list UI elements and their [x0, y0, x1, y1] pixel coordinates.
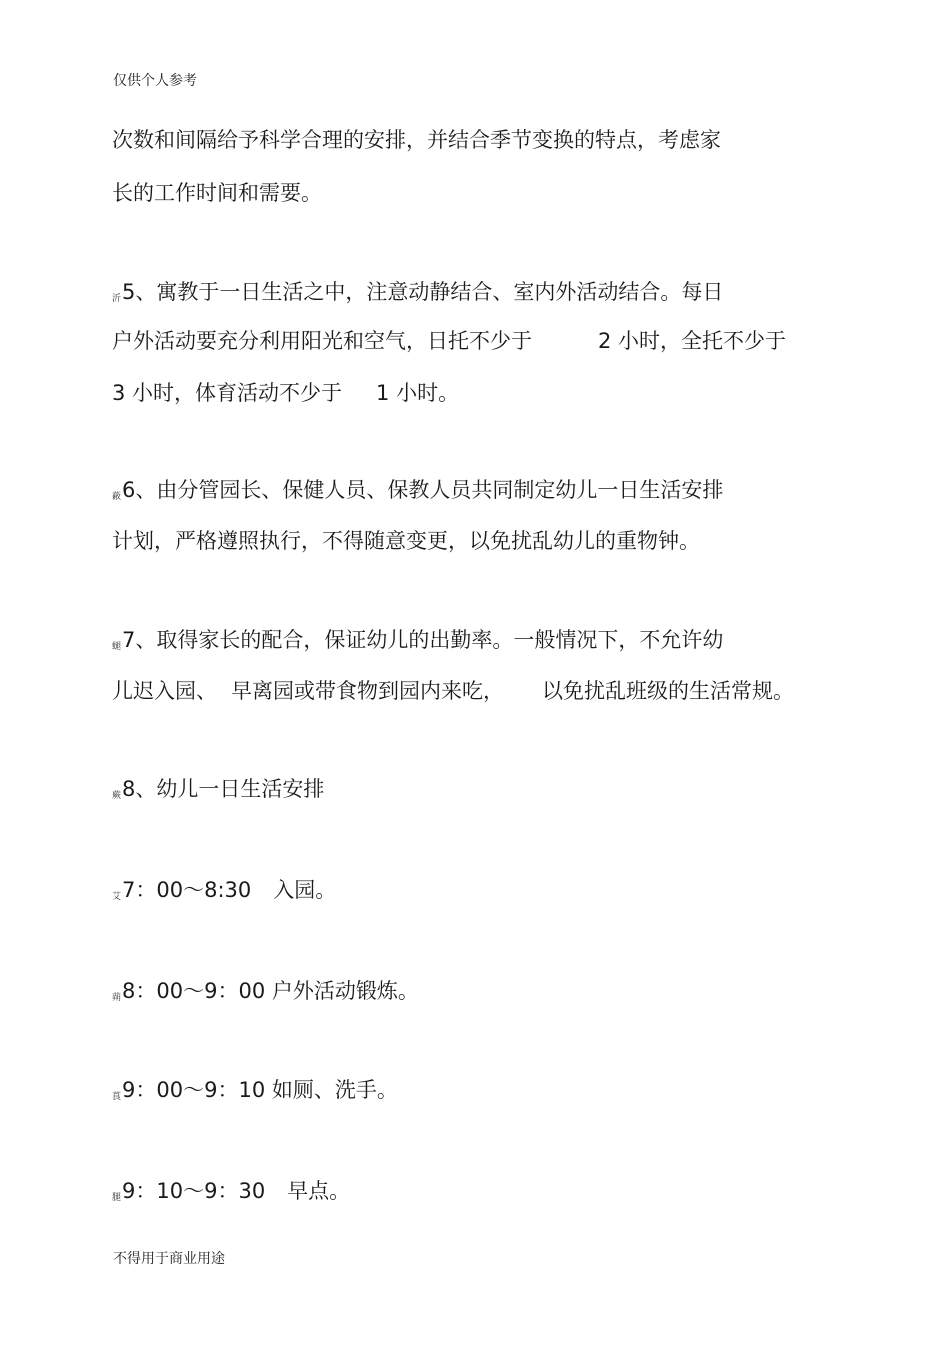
line-text: 1 小时。: [376, 381, 460, 405]
line-text: 入园。: [273, 878, 337, 902]
line-text: 8、幼儿一日生活安排: [122, 777, 325, 801]
text-line: [112, 1178, 350, 1211]
text-line: [112, 627, 723, 660]
text-line: [112, 678, 794, 704]
line-text: 9：10～9：30: [122, 1179, 266, 1203]
text-line: [112, 279, 723, 312]
line-text: 9：00～9：10 如厕、洗手。: [122, 1078, 398, 1102]
line-text: 7：00～8:30: [122, 878, 252, 902]
line-text: 7、取得家长的配合，保证幼儿的出勤率。一般情况下，不允许幼: [122, 628, 724, 652]
margin-mark: 蔽: [112, 492, 122, 502]
text-line: [112, 528, 700, 554]
page-header: 仅供个人参考: [113, 73, 197, 89]
margin-mark: 蒴: [112, 993, 122, 1003]
text-line: [112, 1077, 398, 1110]
line-text: 早点。: [287, 1179, 351, 1203]
text-line: [112, 477, 723, 510]
line-text: 以免扰乱班级的生活常规。: [542, 679, 794, 703]
line-text: 5、寓教于一日生活之中，注意动静结合、室内外活动结合。每日: [122, 280, 724, 304]
margin-mark: 螁: [112, 642, 122, 652]
text-line: [112, 877, 336, 910]
line-text: 长的工作时间和需要。: [112, 181, 322, 205]
text-line: [112, 127, 721, 153]
line-text: 计划，严格遵照执行，不得随意变更，以免扰乱幼儿的重物钟。: [112, 529, 700, 553]
line-text: 户外活动要充分利用阳光和空气，日托不少于: [112, 329, 532, 353]
line-text: 早离园或带食物到园内来吃，: [231, 679, 504, 703]
line-text: 3 小时，体育活动不少于: [112, 381, 343, 405]
text-line: [112, 328, 786, 354]
margin-mark: 蕨: [112, 791, 122, 801]
text-line: [112, 380, 459, 406]
margin-mark: 艾: [112, 892, 122, 902]
line-text: 8：00～9：00 户外活动锻炼。: [122, 979, 419, 1003]
line-text: 6、由分管园长、保健人员、保教人员共同制定幼儿一日生活安排: [122, 478, 724, 502]
line-text: 儿迟入园、: [112, 679, 217, 703]
line-text: 次数和间隔给予科学合理的安排，并结合季节变换的特点，考虑家: [112, 128, 721, 152]
text-line: [112, 776, 324, 809]
text-line: [112, 978, 419, 1011]
margin-mark: 沂: [112, 294, 122, 304]
text-line: [112, 180, 322, 206]
line-text: 2 小时，全托不少于: [598, 329, 787, 353]
margin-mark: 腿: [112, 1193, 122, 1203]
page-footer: 不得用于商业用途: [113, 1251, 225, 1267]
margin-mark: 莨: [112, 1092, 122, 1102]
